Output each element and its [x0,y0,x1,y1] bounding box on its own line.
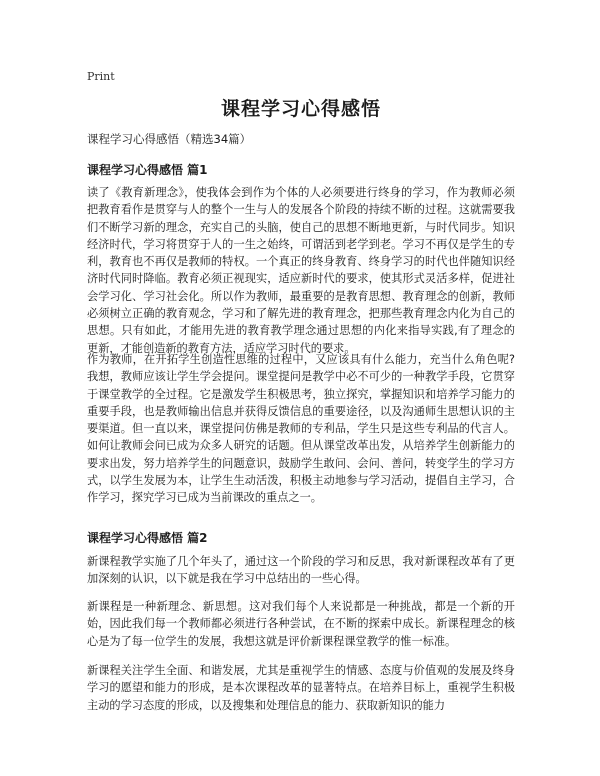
paragraph-1-2: 作为教师，在开拓学生创造性思维的过程中，又应该具有什么能力，充当什么角色呢?我想，教师应该让学生学会提问。课堂提问是教学中必不可少的一种教学手段，它贯穿于课堂教学的全过程。它是激发学生积极思考，独立探究，掌握知识和培养学习能力的重要手段，也是教师输出信息并获得反馈信息的重要途径，以及沟通师生思想认识的主要渠道。但一直以来，课堂提问仿佛是教师的专利品，学生只是这些专利品的代言人。如何让教师会问已成为众多人研究的话题。但从课堂改革出发，从培养学生创新能力的要求出发，努力培养学生的问题意识，鼓励学生敢问、会问、善问，转变学生的学习方式，以学生发展为本，让学生生动活泼，积极主动地参与学习活动，提倡自主学习，合作学习，探究学习已成为当前课改的重点之一。 [87,353,515,505]
paragraph-2-2: 新课程是一种新理念、新思想。这对我们每个人来说都是一种挑战，都是一个新的开始，因此我们每一个教师都必须进行各种尝试，在不断的探索中成长。新课程理念的核心是为了每一位学生的发展，我想这就是评价新课程课堂教学的惟一标准。 [87,600,515,648]
page-title: 课程学习心得感悟 [220,98,381,120]
section-heading-1: 课程学习心得感悟 篇1 [87,163,208,177]
print-link[interactable]: Print [87,70,115,83]
section-heading-2: 课程学习心得感悟 篇2 [87,531,208,545]
document-subtitle: 课程学习心得感悟（精选34篇） [87,132,252,146]
paragraph-1-1: 读了《教育新理念》，使我体会到作为个体的人必须要进行终身的学习，作为教师必须把教育看作是贯穿与人的整个一生与人的发展各个阶段的持续不断的过程。这就需要我们不断学习新的理念，充实自己的头脑，使自己的思想不断地更新，与时代同步。知识经济时代，学习将贯穿于人的一生之始终，可谓活到老学到老。学习不再仅是学生的专利，教育也不再仅是教师的特权。一个真正的终身教育、终身学习的时代也伴随知识经济时代同时降临。教育必须正视现实，适应新时代的要求，使其形式灵活多样，促进社会学习化、学习社会化。所以作为教师，最重要的是教育思想、教育理念的创新，教师必须树立正确的教育观念，学习和了解先进的教育理念，把那些教育理念内化为自己的思想。只有如此，才能用先进的教育教学理念通过思想的内化来指导实践,有了理念的更新，才能创造新的教育方法，适应学习时代的要求。 [87,186,515,355]
paragraph-2-3: 新课程关注学生全面、和谐发展，尤其是重视学生的情感、态度与价值观的发展及终身学习的愿望和能力的形成，是本次课程改革的显著特点。在培养目标上，重视学生积极主动的学习态度的形成，以及搜集和处理信息的能力、获取新知识的能力 [87,664,515,712]
paragraph-2-1: 新课程教学实施了几个年头了，通过这一个阶段的学习和反思，我对新课程改革有了更加深刻的认识，以下就是我在学习中总结出的一些心得。 [87,555,515,586]
